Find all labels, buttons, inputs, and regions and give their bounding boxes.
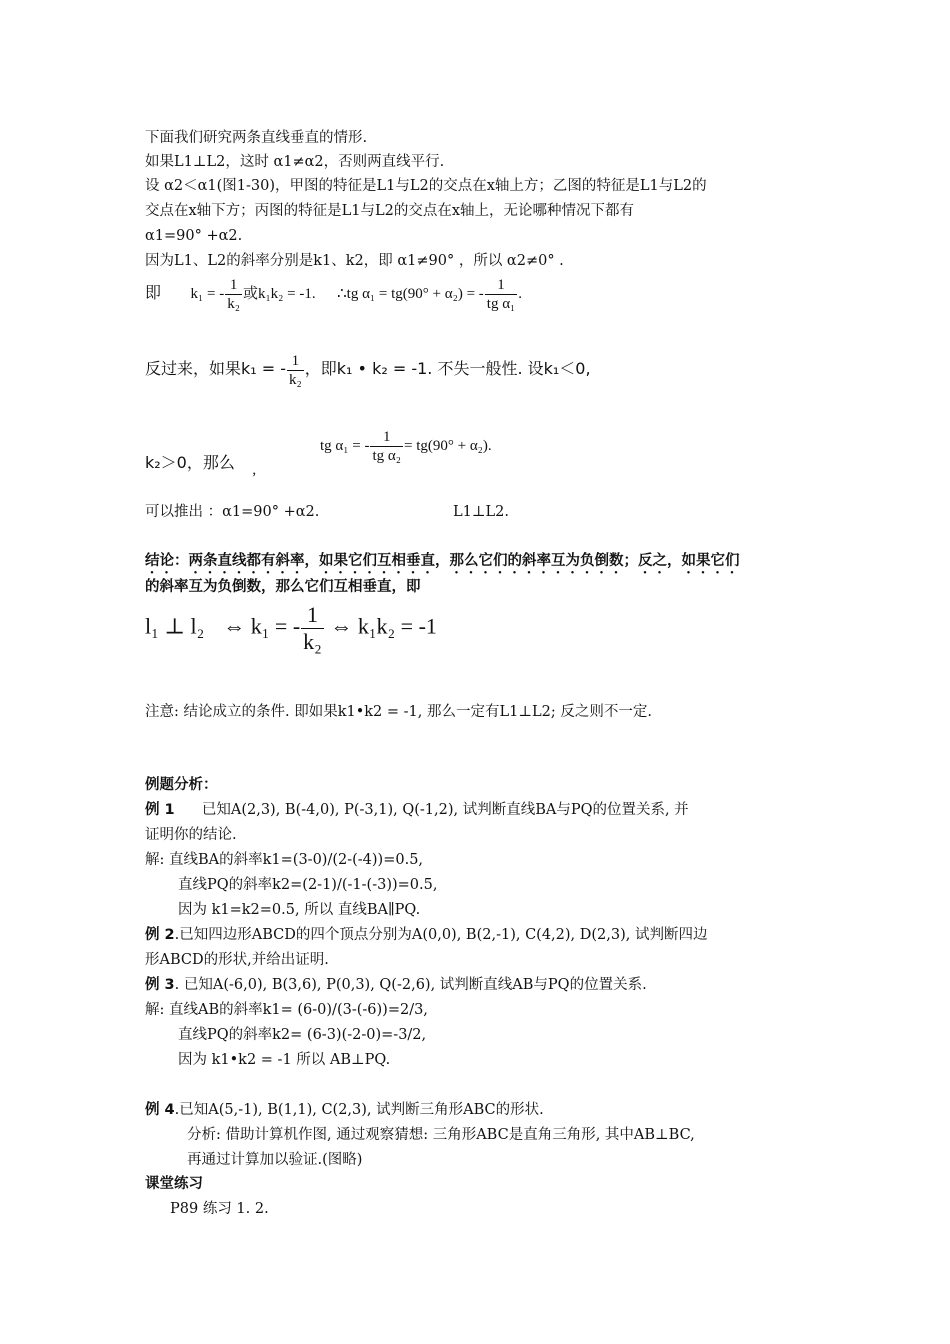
ex1-text: 已知A(2,3), B(-4,0), P(-3,1), Q(-1,2), 试判断直线BA与PQ的位置关系, 并 bbox=[201, 802, 689, 818]
conclusion-line-2: 的斜率互为负倒数，那么它们互相垂直，即 bbox=[145, 579, 421, 595]
intro-line-4: 交点在x轴下方；丙图的特征是L1与L2的交点在x轴上，无论哪种情况下都有 bbox=[145, 203, 635, 219]
fraction-1-k2: $\frac{1}{\text{k₂}}$ bbox=[227, 277, 240, 312]
formula-3-rhs: = tg(90° + α₂). bbox=[403, 437, 492, 454]
formula-3-k2-text: k₂＞0，那么 bbox=[145, 453, 235, 472]
ex3-text: . 已知A(-6,0), B(3,6), P(0,3), Q(-2,6), 试判断直线AB与PQ的位置关系. bbox=[174, 977, 647, 993]
ex3-sol-2: 直线PQ的斜率k2= (6-3)(-2-0)=-3/2, bbox=[178, 1027, 427, 1043]
fraction-2: $\frac{1}{\text{k₂}}$ bbox=[289, 353, 302, 388]
formula-1 bbox=[145, 276, 522, 313]
ex4-ana-1: 分析: 借助计算机作图, 通过观察猜想: 三角形ABC是直角三角形, 其中AB⊥BC, bbox=[187, 1127, 695, 1143]
formula-1-or: 或k₁k₂ = -1. bbox=[242, 285, 316, 302]
intro-line-6: 因为L1、L2的斜率分别是k1、k2，即 α1≠90° ，所以 α2≠0° . bbox=[145, 253, 564, 269]
intro-line-2: 如果L1⊥L2，这时 α1≠α2，否则两直线平行. bbox=[145, 154, 445, 170]
ex1-label: 例 1 bbox=[145, 802, 175, 818]
formula-main-k1: k₁ = - bbox=[250, 613, 301, 639]
formula-3-k2 bbox=[145, 450, 257, 478]
practice-title: 课堂练习 bbox=[145, 1176, 203, 1192]
ex1-sol-1: 解: 直线BA的斜率k1=(3-0)/(2-(-4))=0.5, bbox=[145, 852, 424, 868]
ex3-sol-3: 因为 k1•k2 = -1 所以 AB⊥PQ. bbox=[178, 1052, 391, 1068]
ex3-label: 例 3 bbox=[145, 977, 175, 993]
ex1-line bbox=[145, 800, 689, 820]
formula-1-tg: ∴tg α₁ = tg(90° + α₂) = - bbox=[337, 285, 484, 302]
ex4-label: 例 4 bbox=[145, 1102, 175, 1118]
ex2-text-2: 形ABCD的形状,并给出证明. bbox=[145, 952, 329, 968]
formula-1-end: . bbox=[518, 285, 523, 302]
formula-2-prefix: 反过来，如果k₁ = - bbox=[145, 358, 287, 378]
ex4-line bbox=[145, 1100, 544, 1120]
formula-main-perp: l₁ ⊥ l₂ bbox=[145, 613, 205, 639]
formula-1-k1: k₁ = - bbox=[190, 285, 225, 302]
ex2-text: .已知四边形ABCD的四个顶点分别为A(0,0), B(2,-1), C(4,2), D(2,3), 试判断四边 bbox=[174, 927, 708, 943]
ex3-line bbox=[145, 975, 647, 995]
formula-2 bbox=[145, 352, 591, 389]
intro-line-3: 设 α2＜α1(图1-30)，甲图的特征是L1与L2的交点在x轴上方；乙图的特征是L1与L2的 bbox=[145, 178, 707, 194]
conclusion-line-1: 结论：两条直线都有斜率，如果它们互相垂直，那么它们的斜率互为负倒数；反之，如果它们 bbox=[145, 553, 740, 569]
note-line: 注意: 结论成立的条件. 即如果k1•k2 = -1, 那么一定有L1⊥L2; 反之则不一定. bbox=[145, 704, 652, 720]
ex1-sol-2: 直线PQ的斜率k2=(2-1)/(-1-(-3))=0.5, bbox=[178, 877, 438, 893]
ex3-sol-1: 解: 直线AB的斜率k1= (6-0)/(3-(-6))=2/3, bbox=[145, 1002, 428, 1018]
formula-main-iff-2: ⇔ bbox=[330, 613, 353, 639]
ex2-label: 例 2 bbox=[145, 927, 175, 943]
intro-line-1: 下面我们研究两条直线垂直的情形. bbox=[145, 130, 368, 146]
deduce-line bbox=[145, 502, 319, 522]
deduce-text: 可以推出 ：α1=90° +α2. bbox=[145, 504, 320, 520]
formula-1-ji: 即 bbox=[145, 282, 162, 302]
formula-main-iff-1: ⇔ bbox=[223, 613, 246, 639]
fraction-main: $\frac{1}{\text{k₂}}$ bbox=[303, 602, 322, 654]
formula-3 bbox=[320, 428, 492, 465]
practice-text: P89 练习 1. 2. bbox=[170, 1201, 269, 1217]
deduce-result: L1⊥L2. bbox=[453, 504, 509, 520]
formula-3-comma: , bbox=[252, 462, 257, 478]
intro-line-5: α1=90° +α2. bbox=[145, 228, 243, 244]
fraction-1-tg: $\frac{1}{\text{tg α₁}}$ bbox=[486, 277, 516, 312]
ex4-ana-2: 再通过计算加以验证.(图略) bbox=[187, 1152, 363, 1168]
formula-main bbox=[145, 602, 437, 655]
formula-3-lhs: tg α₁ = - bbox=[320, 437, 370, 454]
formula-main-prod: k₁k₂ = -1 bbox=[357, 613, 437, 639]
ex4-text: .已知A(5,-1), B(1,1), C(2,3), 试判断三角形ABC的形状. bbox=[174, 1102, 544, 1118]
fraction-3: $\frac{1}{\text{tg α₂}}$ bbox=[372, 429, 401, 464]
ex1-sol-3: 因为 k1=k2=0.5, 所以 直线BA∥PQ. bbox=[178, 902, 421, 918]
ex2-line bbox=[145, 925, 707, 945]
examples-title: 例题分析： bbox=[145, 777, 218, 793]
ex1-text-2: 证明你的结论. bbox=[145, 827, 237, 843]
formula-2-rest: ，即k₁ • k₂ = -1. 不失一般性. 设k₁＜0, bbox=[304, 358, 591, 378]
